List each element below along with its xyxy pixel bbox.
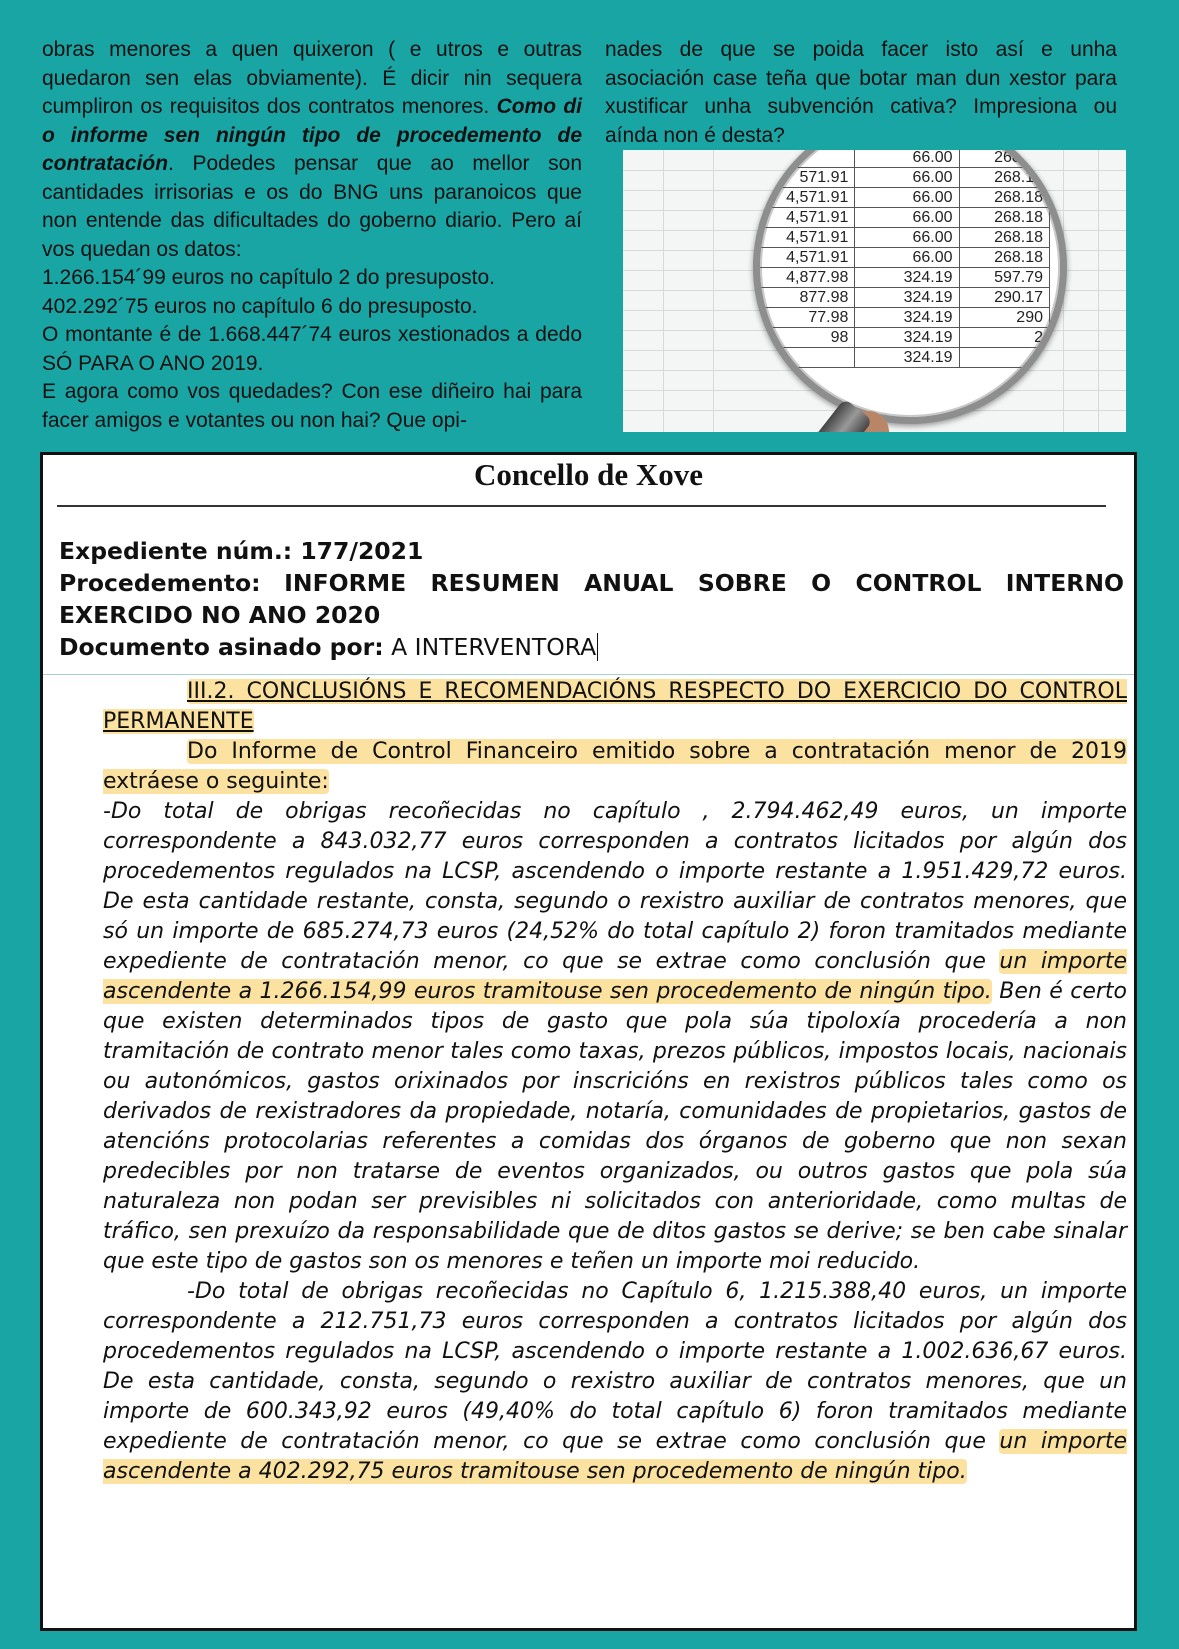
table-cell: 66.00 — [855, 208, 959, 228]
table-cell: 268.18 — [959, 188, 1049, 208]
table-cell: 4,877.98 — [753, 268, 855, 288]
procedemento-line — [59, 567, 1124, 631]
table-cell: 268.18 — [959, 248, 1049, 268]
table-cell: 4,571.91 — [753, 208, 855, 228]
table-cell — [753, 348, 855, 368]
table-cell: 268.18 — [959, 228, 1049, 248]
table-cell — [959, 348, 1049, 368]
table-cell: 66.00 — [855, 168, 959, 188]
magnifying-glass-icon — [753, 150, 1067, 424]
highlighted-text: un importe ascendente a 1.266.154,99 euros tramitouse sen procedemento de ningún tipo. — [103, 949, 1127, 1004]
text: Ben é certo que existen determinados tipos de gasto que pola súa tipoloxía procedería a non tramitación de contrato menor tales como taxas, prezos públicos, impostos locais, nacionais ou autonómicos, gastos orixinados por inscricións en rexistros públicos tales como os derivados de rexistradores da propiedade, notaría, comunidades de propietarios, gastos de atencións protocolarias referentes a comidas dos órganos de goberno que non sexan predecibles por non tratarse de eventos organizados, ou outros gastos que pola súa naturaleza non podan ser previsibles ni solicitados con anterioridade, como multas de tráfico, sen prexuízo da responsabilidade que de ditos gastos se derive; se ben cabe sinalar que este tipo de gastos son os menores e teñen un importe moi reducido. — [103, 979, 1127, 1274]
table-cell: 66.00 — [855, 188, 959, 208]
magnified-table — [753, 150, 1050, 368]
text: . Podedes pensar que ao mellor son cantidades irrisorias e os do BNG uns paranoicos que non entende das dificultades do goberno diario. Pero aí vos quedan os datos: — [42, 152, 582, 261]
emphasis-text: Como di o informe sen ningún tipo de procedemento de contratación — [42, 95, 582, 175]
text: obras menores a quen quixeron ( e utros e outras quedaron sen elas obviamente). É dicir nin sequera cumpliron os requisitos dos contratos menores. — [42, 38, 582, 118]
highlighted-text: un importe ascendente a 402.292,75 euros tramitouse sen procedemento de ningún tipo. — [103, 1429, 1127, 1484]
table-cell: 571.91 — [753, 168, 855, 188]
text: -Do total de obrigas recoñecidas no capítulo , 2.794.462,49 euros, un importe correspondente a 843.032,77 euros corresponden a contratos licitados por algún dos procedementos regulados na LCSP, ascendendo o importe restante a 1.951.429,72 euros. De esta cantidade restante, consta, segundo o rexistro auxiliar de contratos menores, que só un importe de 685.274,73 euros (24,52% do total capítulo 2) foron tramitados mediante expediente de contratación menor, co que se extrae como conclusión que — [103, 799, 1127, 974]
table-row — [753, 208, 1050, 228]
data-line-cap6: 402.292´75 euros no capítulo 6 do presuposto. — [42, 294, 478, 318]
table-cell: 77.98 — [753, 308, 855, 328]
table-cell: 268.18 — [959, 208, 1049, 228]
table-row — [753, 228, 1050, 248]
intro-paragraph — [103, 737, 1127, 797]
question-line: E agora como vos quedades? Con ese diñeiro hai para facer amigos e votantes ou non hai? Que opi- — [42, 380, 582, 432]
intro-text: Do Informe de Control Financeiro emitido sobre a contratación menor de 2019 extráese o seguinte: — [103, 739, 1127, 794]
asinado-value: A INTERVENTORA — [391, 633, 597, 661]
table-row — [753, 188, 1050, 208]
table-row — [753, 348, 1050, 368]
paragraph-chapter-2 — [103, 797, 1127, 1277]
magnifier-photo — [623, 150, 1126, 432]
title-divider — [57, 505, 1106, 507]
table-row — [753, 168, 1050, 188]
asinado-line — [59, 631, 1124, 663]
left-column — [42, 36, 582, 435]
table-cell: 98 — [753, 328, 855, 348]
table-cell: 268.18 — [959, 150, 1049, 168]
right-column — [605, 36, 1141, 150]
table-cell: 4,571.91 — [753, 248, 855, 268]
procedemento-value: INFORME RESUMEN ANUAL SOBRE O CONTROL INTERNO EXERCIDO NO ANO 2020 — [59, 569, 1124, 629]
table-cell: 290 — [959, 308, 1049, 328]
table-row — [753, 248, 1050, 268]
table-row — [753, 268, 1050, 288]
table-cell: 66.00 — [855, 248, 959, 268]
data-line-total: O montante é de 1.668.447´74 euros xestionados a dedo SÓ PARA O ANO 2019. — [42, 323, 582, 375]
right-paragraph: nades de que se poida facer isto así e unha asociación case teña que botar man dun xestor para xustificar unha subvención cativa? Impresiona ou aínda non é desta? — [605, 38, 1117, 147]
table-cell: 324.19 — [855, 328, 959, 348]
table-cell: 597.79 — [959, 268, 1049, 288]
document-metadata — [59, 535, 1124, 663]
table-cell: 4,571.91 — [753, 228, 855, 248]
table-cell: 4,571.91 — [753, 188, 855, 208]
data-line-cap2: 1.266.154´99 euros no capítulo 2 do presuposto. — [42, 266, 495, 289]
table-cell — [753, 150, 855, 168]
table-row — [753, 328, 1050, 348]
paragraph-chapter-6 — [103, 1277, 1127, 1487]
table-cell: 290.17 — [959, 288, 1049, 308]
table-row — [753, 150, 1050, 168]
heading-text: III.2. CONCLUSIÓNS E RECOMENDACIÓNS RESPECTO DO EXERCICIO DO CONTROL PERMANENTE — [103, 679, 1127, 734]
text: -Do total de obrigas recoñecidas no Capítulo 6, 1.215.388,40 euros, un importe correspondente a 212.751,73 euros corresponden a contratos licitados por algún dos procedementos regulados na LCSP, ascendendo o importe restante a 1.002.636,67 euros. De esta cantidade, consta, segundo o rexistro auxiliar de contratos menores, que un importe de 600.343,92 euros (49,40% do total capítulo 6) foron tramitados mediante expediente de contratación menor, co que se extrae como conclusión que — [103, 1279, 1127, 1454]
document-body — [103, 677, 1127, 1487]
section-divider — [43, 674, 1134, 675]
document-title: Concello de Xove — [473, 457, 704, 492]
section-heading — [103, 677, 1127, 737]
table-cell: 268.18 — [959, 168, 1049, 188]
table-row — [753, 288, 1050, 308]
table-cell: 324.19 — [855, 348, 959, 368]
table-cell: 324.19 — [855, 288, 959, 308]
asinado-label: Documento asinado por: — [59, 633, 384, 661]
table-cell: 324.19 — [855, 308, 959, 328]
table-cell: 66.00 — [855, 150, 959, 168]
table-row — [753, 308, 1050, 328]
table-cell: 66.00 — [855, 228, 959, 248]
document-panel — [40, 452, 1137, 1631]
table-cell: 877.98 — [753, 288, 855, 308]
table-cell: 2 — [959, 328, 1049, 348]
expediente-label: Expediente núm.: 177/2021 — [59, 537, 424, 565]
left-paragraph — [42, 36, 582, 264]
table-cell: 324.19 — [855, 268, 959, 288]
procedemento-label: Procedemento: — [59, 569, 261, 597]
expediente-line — [59, 535, 1124, 567]
